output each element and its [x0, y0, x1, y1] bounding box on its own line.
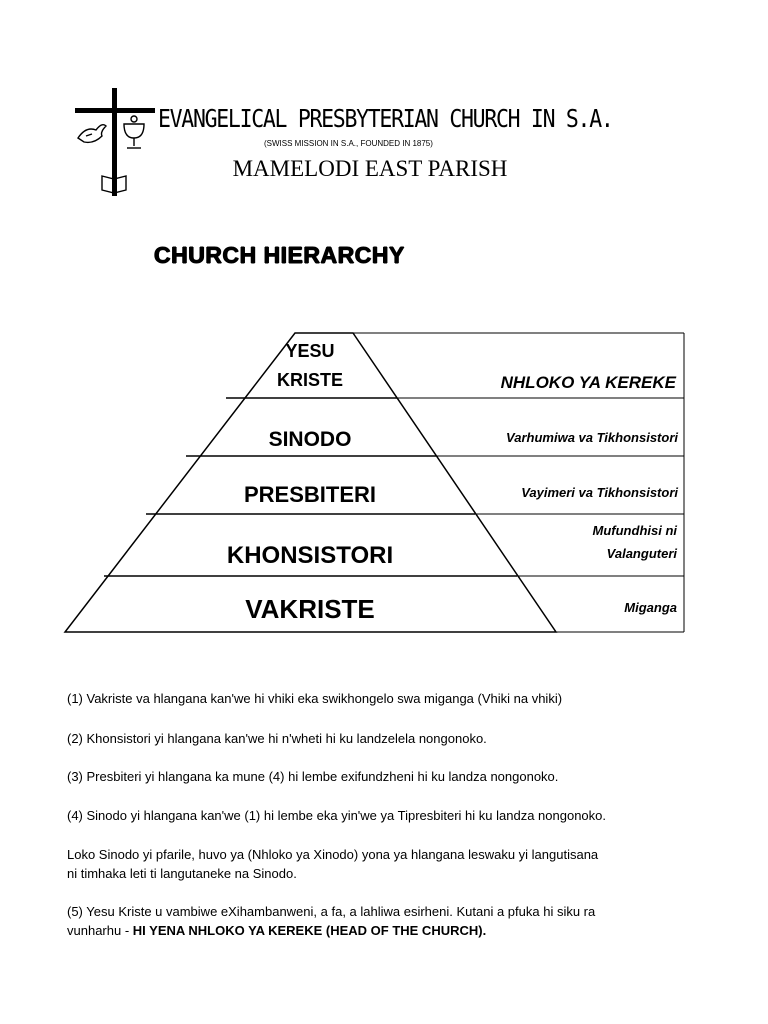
church-name: EVANGELICAL PRESBYTERIAN CHURCH IN S.A. — [158, 104, 613, 133]
role-label-vakriste: Miganga — [624, 600, 677, 615]
note-5-emphasis: HI YENA NHLOKO YA KEREKE (HEAD OF THE CHURCH). — [132, 923, 487, 938]
note-4: (4) Sinodo yi hlangana kan'we (1) hi lembe eka yin'we ya Tipresbiteri hi ku landza nongonoko. — [67, 808, 606, 823]
role-label-khonsistori-1: Mufundhisi ni — [592, 523, 677, 538]
note-synod-line-1: Loko Sinodo yi pfarile, huvo ya (Nhloko ya Xinodo) yona ya hlangana leswaku yi langutisana — [67, 847, 599, 862]
page-title: CHURCH HIERARCHY — [154, 242, 405, 268]
level-label-sinodo: SINODO — [268, 428, 352, 451]
role-label-presbiteri: Vayimeri va Tikhonsistori — [521, 485, 678, 500]
note-synod-line-2: ni timhaka leti ti langutaneke na Sinodo. — [67, 866, 297, 881]
level-label-kriste: KRISTE — [276, 370, 344, 390]
level-label-presbiteri: PRESBITERI — [243, 482, 377, 507]
note-3: (3) Presbiteri yi hlangana ka mune (4) hi lembe exifundzheni hi ku landza nongonoko. — [67, 769, 559, 784]
note-5-line-1: (5) Yesu Kriste u vambiwe eXihambanweni, a fa, a lahliwa esirheni. Kutani a pfuka hi siku ra — [67, 904, 596, 919]
note-1: (1) Vakriste va hlangana kan'we hi vhiki eka swikhongelo swa miganga (Vhiki na vhiki) — [67, 691, 563, 706]
note-5 — [67, 902, 667, 940]
role-label-sinodo: Varhumiwa va Tikhonsistori — [506, 430, 678, 445]
level-label-vakriste: VAKRISTE — [245, 594, 375, 624]
level-label-yesu: YESU — [285, 341, 335, 361]
parish-name: MAMELODI EAST PARISH — [232, 156, 508, 181]
church-subtitle: (SWISS MISSION IN S.A., FOUNDED IN 1875) — [264, 139, 433, 148]
role-label-khonsistori-2: Valanguteri — [606, 546, 677, 561]
note-5-line-2 — [67, 921, 667, 940]
level-label-khonsistori: KHONSISTORI — [226, 542, 394, 569]
note-synod-council — [67, 845, 667, 883]
note-5-line-2-text: vunharhu - — [67, 923, 133, 938]
note-2: (2) Khonsistori yi hlangana kan'we hi n'wheti hi ku landzelela nongonoko. — [67, 731, 487, 746]
role-label-nhloko: NHLOKO YA KEREKE — [500, 373, 676, 392]
